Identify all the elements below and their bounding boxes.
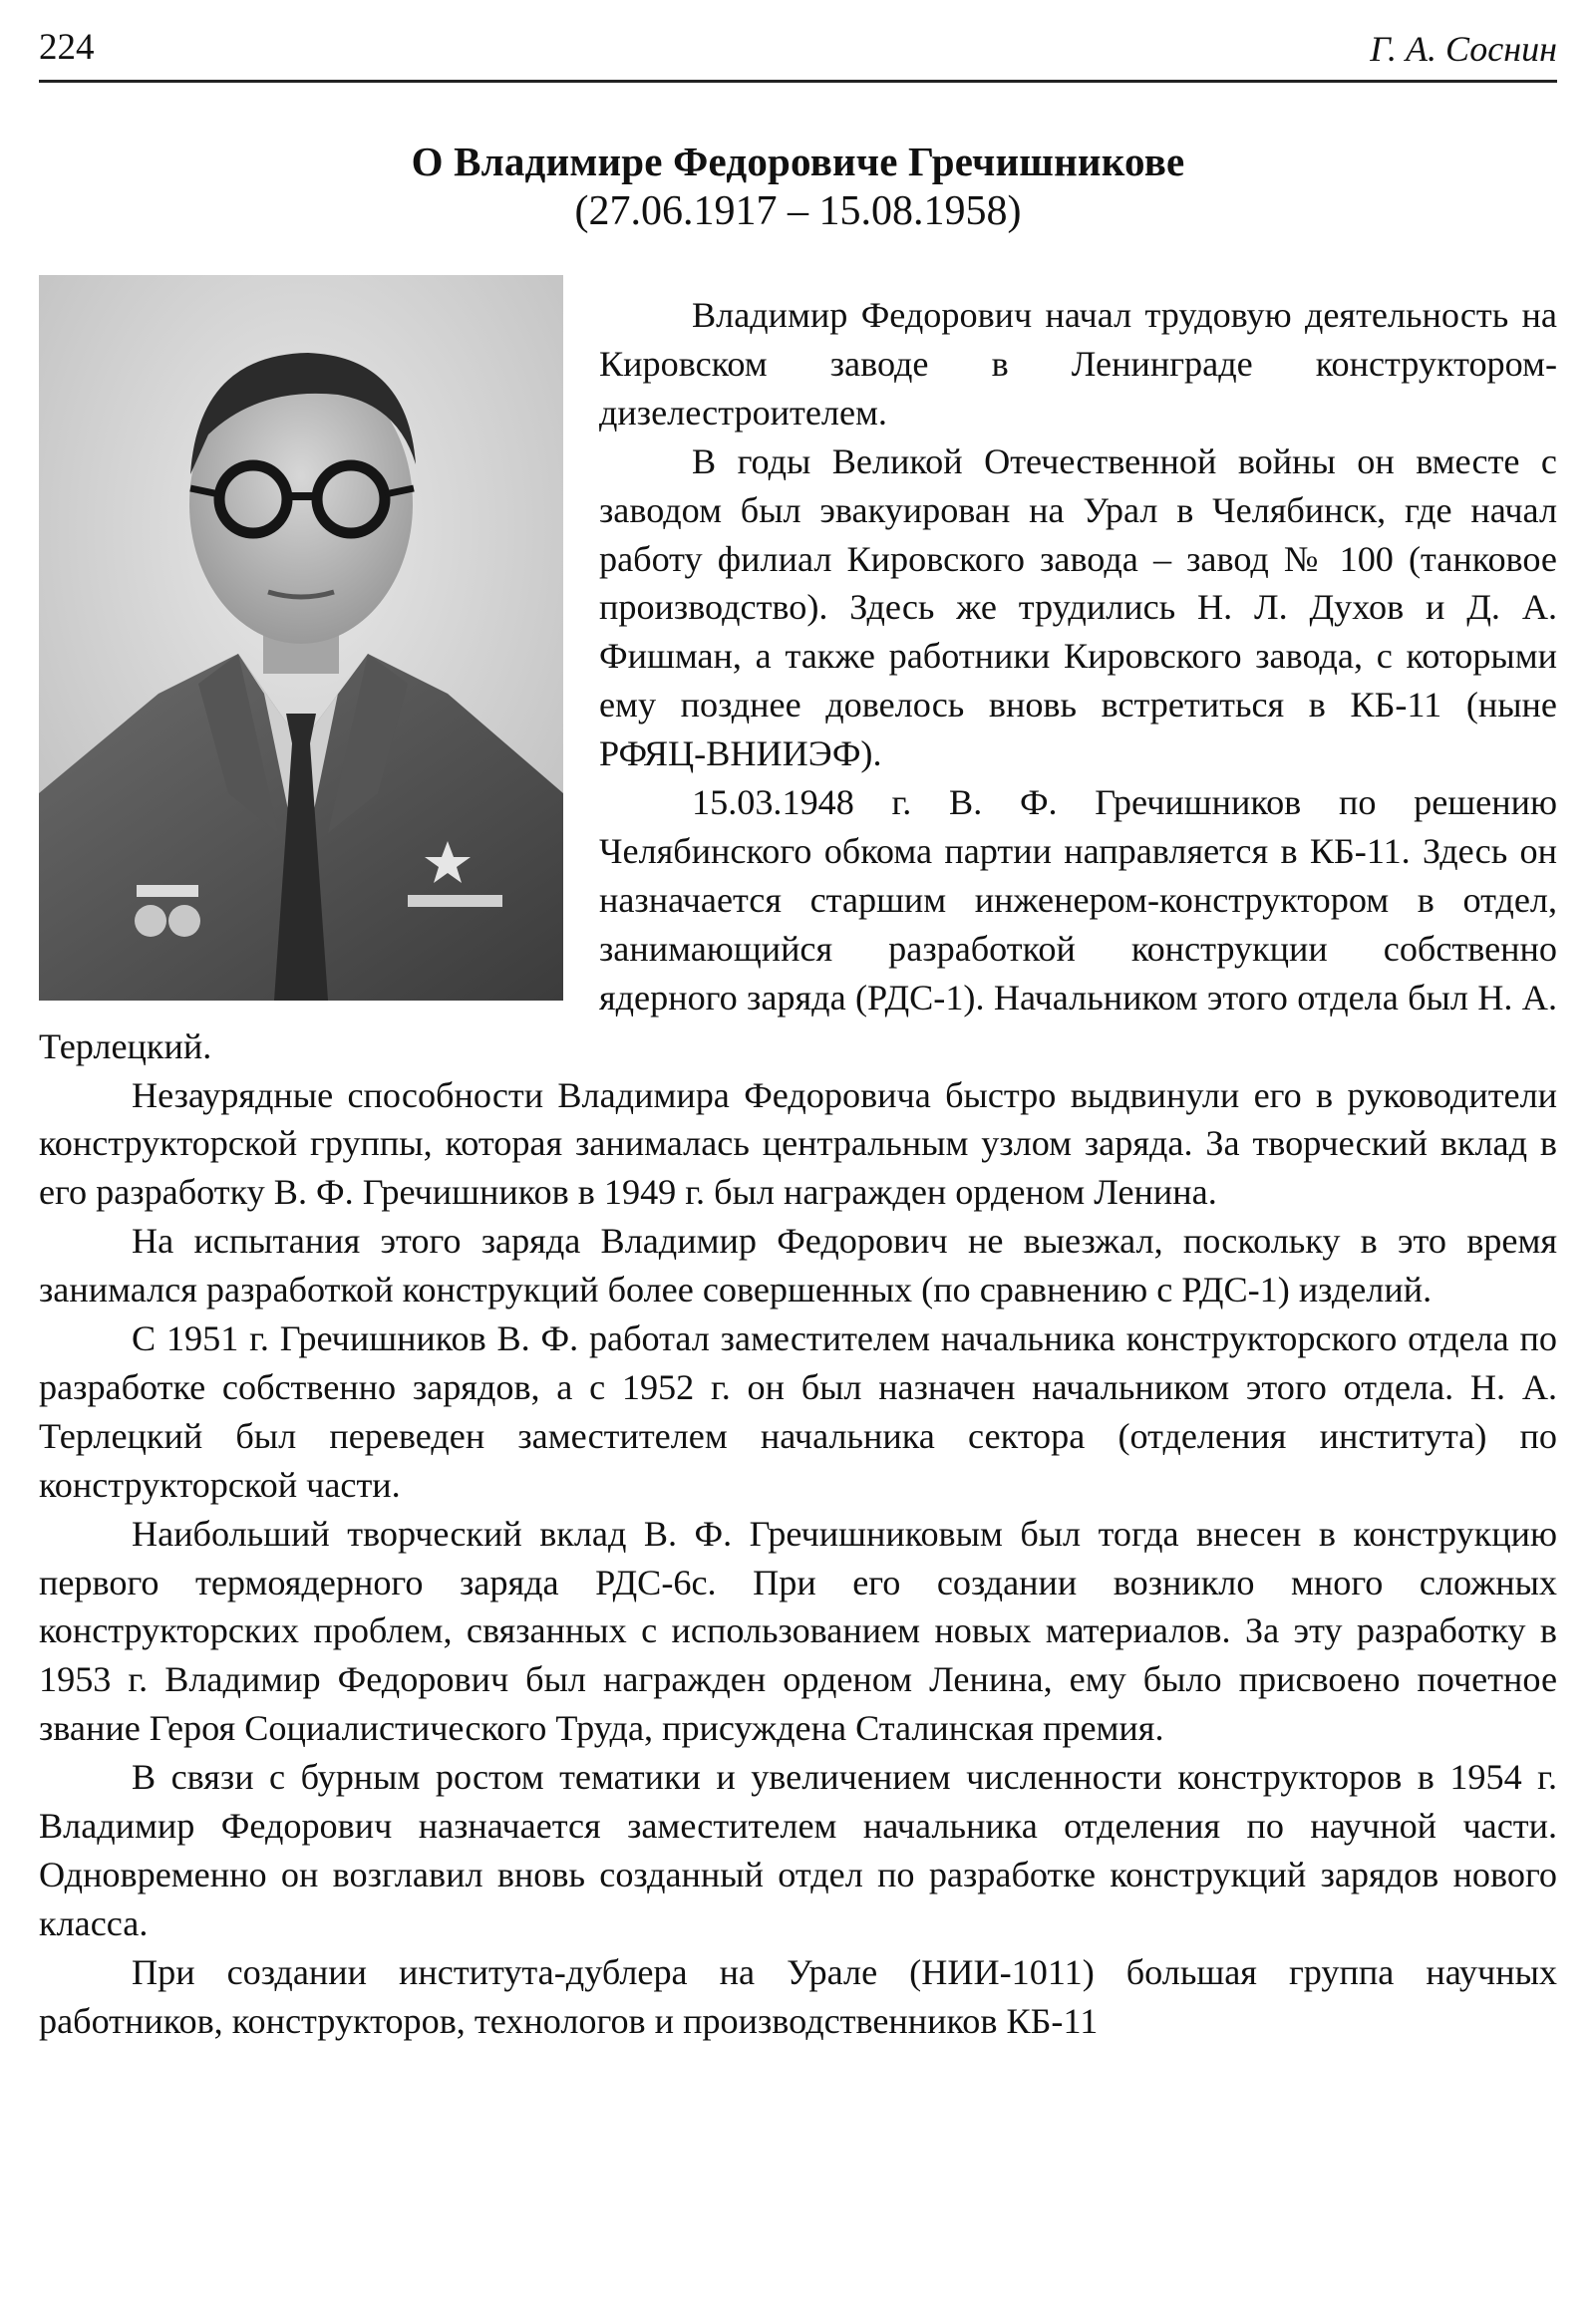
paragraph: 15.03.1948 г. В. Ф. Гречишников по решению Челябинского обкома партии направляется в КБ-11. Здесь он назначается старшим инженером-конструктором в отдел, занимающийся разработкой конструкции собственно ядерного заряда (РДС-1). Начальником этого отдела был Н. А. Терлецкий. <box>39 782 1557 1066</box>
paragraph: При создании института-дублера на Урале (НИИ-1011) большая группа научных работников, конструкторов, технологов и производственников КБ-11 <box>39 1951 1557 2041</box>
paragraph: Владимир Федорович начал трудовую деятельность на Кировском заводе в Ленинграде конструктором-дизелестроителем. <box>599 295 1557 433</box>
article-title: О Владимире Федоровиче Гречишникове <box>411 139 1185 184</box>
paragraph: Наибольший творческий вклад В. Ф. Гречишниковым был тогда внесен в конструкцию первого термоядерного заряда РДС-6с. При его создании возникло много сложных конструкторских проблем, связанных с использованием новых материалов. За эту разработку в 1953 г. Владимир Федорович был награжден орденом Ленина, ему было присвоено почетное звание Героя Социалистического Труда, присуждена Сталинская премия. <box>39 1513 1557 1749</box>
page-number: 224 <box>39 27 95 68</box>
running-head: Г. А. Соснин <box>1370 29 1557 69</box>
paragraph: На испытания этого заряда Владимир Федорович не выезжал, поскольку в это время занимался разработкой конструкций более совершенных (по сравнению с РДС-1) изделий. <box>39 1221 1557 1310</box>
life-dates: (27.06.1917 – 15.08.1958) <box>574 188 1022 234</box>
paragraph: С 1951 г. Гречишников В. Ф. работал заместителем начальника конструкторского отдела по разработке собственно зарядов, а с 1952 г. он был назначен начальником этого отдела. Н. А. Терлецкий был переведен заместителем начальника сектора (отделения института) по конструкторской части. <box>39 1318 1557 1505</box>
page-header <box>39 22 1557 83</box>
paragraph: В связи с бурным ростом тематики и увеличением численности конструкторов в 1954 г. Владимир Федорович назначается заместителем начальника отделения по научной части. Одновременно он возглавил вновь созданный отдел по разработке конструкций зарядов нового класса. <box>39 1757 1557 1943</box>
paragraph: В годы Великой Отечественной войны он вместе с заводом был эвакуирован на Урал в Челябинск, где начал работу филиал Кировского завода – завод № 100 (танковое производство). Здесь же трудились Н. Л. Духов и Д. А. Фишман, а также работники Кировского завода, с которыми ему позднее довелось вновь встретиться в КБ-11 (ныне РФЯЦ-ВНИИЭФ). <box>599 440 1557 774</box>
paragraph: Незаурядные способности Владимира Федоровича быстро выдвинули его в руководители конструкторской группы, которая занималась центральным узлом заряда. За творческий вклад в его разработку В. Ф. Гречишников в 1949 г. был награжден орденом Ленина. <box>39 1074 1557 1213</box>
article-body <box>39 291 1557 2046</box>
